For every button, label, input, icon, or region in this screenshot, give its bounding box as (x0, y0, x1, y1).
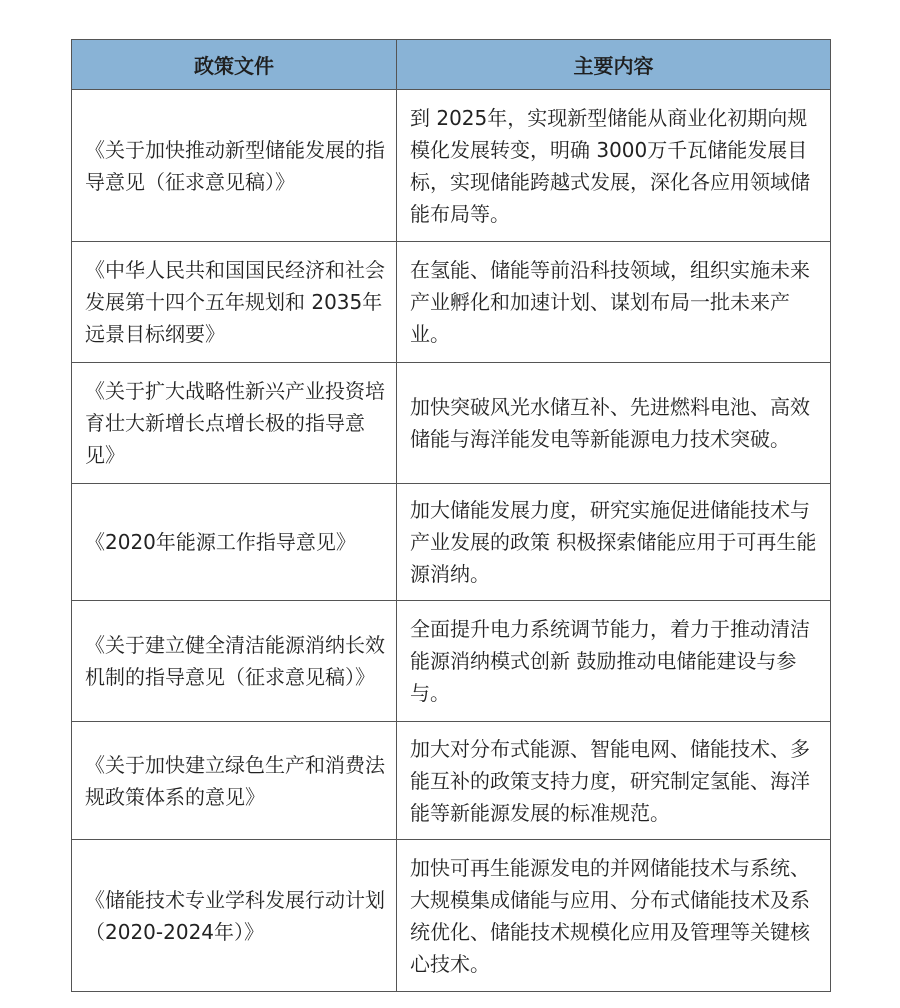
policy-cell: 《关于建立健全清洁能源消纳长效机制的指导意见（征求意见稿）》 (72, 601, 397, 722)
content-cell: 在氢能、储能等前沿科技领域，组织实施未来产业孵化和加速计划、谋划布局一批未来产业。 (397, 242, 831, 363)
content-cell: 到 2025年，实现新型储能从商业化初期向规模化发展转变，明确 3000万千瓦储能发展目标，实现储能跨越式发展，深化各应用领域储能布局等。 (397, 90, 831, 242)
policy-cell: 《中华人民共和国国民经济和社会发展第十四个五年规划和 2035年远景目标纲要》 (72, 242, 397, 363)
table-row (72, 363, 831, 484)
policy-cell: 《2020年能源工作指导意见》 (72, 484, 397, 601)
table-row (72, 242, 831, 363)
header-content: 主要内容 (397, 40, 831, 90)
content-cell: 加大储能发展力度，研究实施促进储能技术与产业发展的政策 积极探索储能应用于可再生能源消纳。 (397, 484, 831, 601)
table-row (72, 601, 831, 722)
table-row (72, 840, 831, 992)
content-cell: 加大对分布式能源、智能电网、储能技术、多能互补的政策支持力度，研究制定氢能、海洋能等新能源发展的标准规范。 (397, 722, 831, 840)
content-cell: 加快可再生能源发电的并网储能技术与系统、大规模集成储能与应用、分布式储能技术及系统优化、储能技术规模化应用及管理等关键核心技术。 (397, 840, 831, 992)
policy-cell: 《关于加快推动新型储能发展的指导意见（征求意见稿）》 (72, 90, 397, 242)
policy-table (71, 39, 831, 992)
table-header-row (72, 40, 831, 90)
table-row (72, 722, 831, 840)
header-policy: 政策文件 (72, 40, 397, 90)
policy-cell: 《关于扩大战略性新兴产业投资培育壮大新增长点增长极的指导意见》 (72, 363, 397, 484)
policy-cell: 《储能技术专业学科发展行动计划（2020-2024年）》 (72, 840, 397, 992)
content-cell: 全面提升电力系统调节能力，着力于推动清洁能源消纳模式创新 鼓励推动电储能建设与参与。 (397, 601, 831, 722)
content-cell: 加快突破风光水储互补、先进燃料电池、高效储能与海洋能发电等新能源电力技术突破。 (397, 363, 831, 484)
policy-cell: 《关于加快建立绿色生产和消费法规政策体系的意见》 (72, 722, 397, 840)
table-row (72, 90, 831, 242)
table-row (72, 484, 831, 601)
